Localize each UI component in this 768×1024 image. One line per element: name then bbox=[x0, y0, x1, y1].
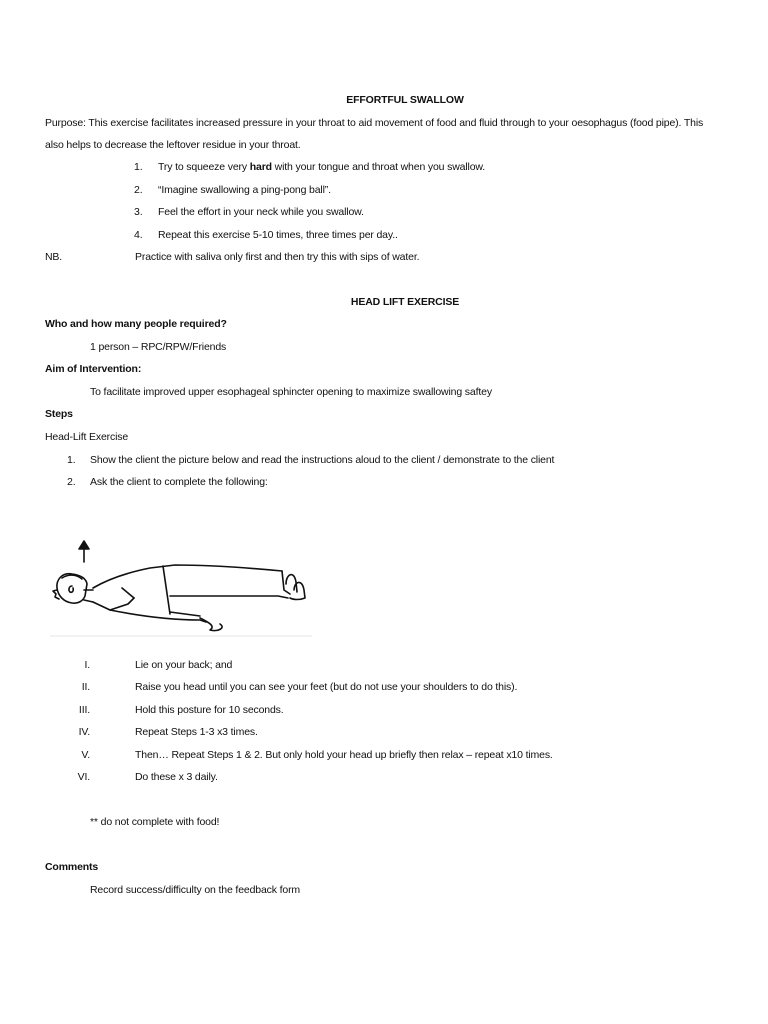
roman-step-num: IV. bbox=[78, 726, 90, 738]
swallow-step-num: 3. bbox=[134, 206, 143, 218]
swallow-step-num: 4. bbox=[134, 229, 143, 241]
who-text: 1 person – RPC/RPW/Friends bbox=[90, 341, 227, 353]
roman-step-num: VI. bbox=[77, 771, 90, 783]
comments-text: Record success/difficulty on the feedback form bbox=[90, 884, 301, 896]
exercise-name: Head-Lift Exercise bbox=[45, 431, 129, 443]
intro-step-text: Show the client the picture below and read the instructions aloud to the client / demonstrate to the client bbox=[90, 454, 555, 466]
swallow-step-text: “Imagine swallowing a ping-pong ball”. bbox=[158, 184, 331, 196]
swallow-step-text: Feel the effort in your neck while you swallow. bbox=[158, 206, 364, 218]
swallow-step-text-part: Try to squeeze very bbox=[158, 161, 250, 173]
roman-step-text: Raise you head until you can see your feet (but do not use your shoulders to do this). bbox=[135, 681, 518, 693]
aim-text: To facilitate improved upper esophageal sphincter opening to maximize swallowing saftey bbox=[90, 386, 492, 398]
roman-step-text: Then… Repeat Steps 1 & 2. But only hold your head up briefly then relax – repeat x10 times. bbox=[135, 749, 553, 761]
effortful-swallow-title: EFFORTFUL SWALLOW bbox=[346, 94, 464, 106]
roman-step-text: Hold this posture for 10 seconds. bbox=[135, 704, 284, 716]
head-lift-illustration bbox=[50, 538, 312, 638]
roman-step-num: II. bbox=[81, 681, 90, 693]
food-warning: ** do not complete with food! bbox=[90, 816, 220, 828]
swallow-step-text-part: with your tongue and throat when you swallow. bbox=[271, 161, 486, 173]
swallow-step-text bbox=[158, 161, 485, 173]
comments-heading: Comments bbox=[45, 861, 99, 873]
intro-step-text: Ask the client to complete the following: bbox=[90, 476, 268, 488]
roman-step-text: Repeat Steps 1-3 x3 times. bbox=[135, 726, 258, 738]
intro-step-num: 2. bbox=[67, 476, 76, 488]
roman-step-num: I. bbox=[84, 659, 90, 671]
swallow-step-text: Repeat this exercise 5-10 times, three times per day.. bbox=[158, 229, 398, 241]
steps-heading: Steps bbox=[45, 408, 73, 420]
swallow-step-emphasis: hard bbox=[249, 161, 272, 173]
swallow-step-num: 2. bbox=[134, 184, 143, 196]
purpose-line-1: Purpose: This exercise facilitates increased pressure in your throat to aid movement of food and fluid through to your oesophagus (food pipe). This bbox=[45, 117, 704, 129]
swallow-step-num: 1. bbox=[134, 161, 143, 173]
aim-heading: Aim of Intervention: bbox=[45, 363, 142, 375]
roman-step-num: III. bbox=[78, 704, 90, 716]
roman-step-num: V. bbox=[81, 749, 90, 761]
head-lift-title: HEAD LIFT EXERCISE bbox=[350, 296, 460, 308]
purpose-line-2: also helps to decrease the leftover residue in your throat. bbox=[45, 139, 301, 151]
roman-step-text: Lie on your back; and bbox=[135, 659, 233, 671]
nb-text: Practice with saliva only first and then try this with sips of water. bbox=[135, 251, 420, 263]
roman-step-text: Do these x 3 daily. bbox=[135, 771, 218, 783]
intro-step-num: 1. bbox=[67, 454, 76, 466]
who-heading: Who and how many people required? bbox=[45, 318, 227, 330]
up-arrow-icon bbox=[79, 541, 89, 562]
nb-label: NB. bbox=[45, 251, 63, 263]
